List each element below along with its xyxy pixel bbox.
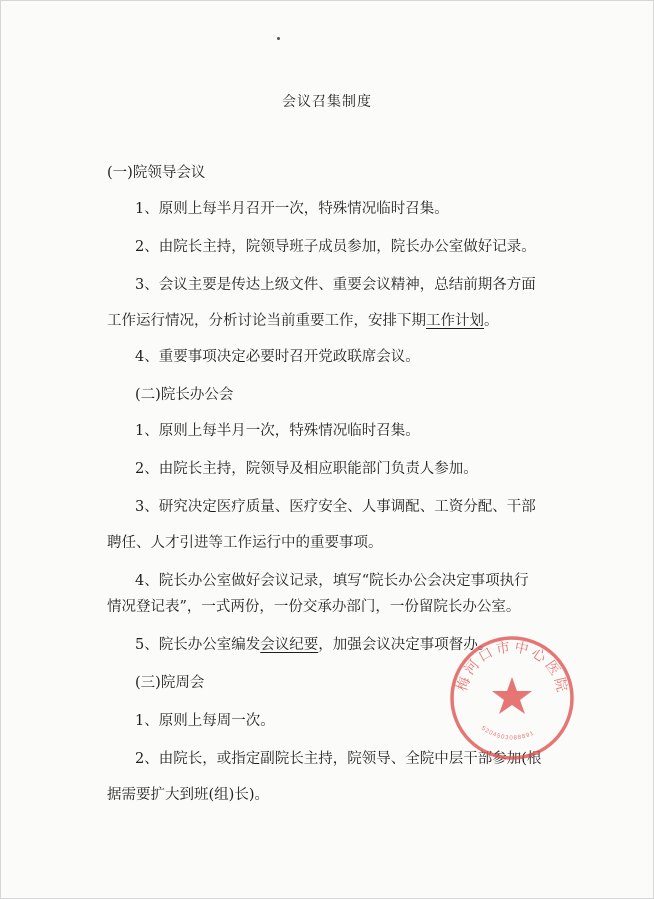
section3-item2-line2: 据需要扩大到班(组)长)。 [107, 787, 269, 803]
section2-item3-line2: 聘任、人才引进等工作运行中的重要事项。 [107, 535, 383, 551]
section3-item1: 1、原则上每周一次。 [135, 713, 275, 729]
document-title: 会议召集制度 [282, 94, 372, 110]
section-heading-1: (一)院领导会议 [107, 165, 206, 181]
section2-item5-tail: ，加强会议决定事项督办。 [318, 637, 493, 653]
scan-speck [277, 37, 280, 40]
work-plan-underlined: 工作计划 [426, 313, 484, 329]
section1-item4: 4、重要事项决定必要时召开党政联席会议。 [135, 349, 420, 365]
official-seal [447, 633, 577, 763]
section-heading-2: (二)院长办公会 [135, 387, 234, 403]
section2-item2: 2、由院长主持，院领导及相应职能部门负责人参加。 [135, 461, 478, 477]
seal-text: 梅河口市中心医院 [455, 640, 570, 697]
section1-item3-line1: 3、会议主要是传达上级文件、重要会议精神，总结前期各方面 [135, 277, 536, 293]
section1-item3-line2 [107, 311, 499, 331]
section1-item1: 1、原则上每半月召开一次，特殊情况临时召集。 [135, 201, 449, 217]
section2-item5 [135, 635, 492, 655]
section3-item2-line1: 2、由院长，或指定副院长主持，院领导、全院中层干部参加(根 [135, 751, 542, 767]
section-heading-3: (三)院周会 [135, 675, 205, 691]
seal-number: 5204503088891 [479, 725, 536, 742]
section2-item1: 1、原则上每半月一次，特殊情况临时召集。 [135, 423, 420, 439]
section2-item3-line1: 3、研究决定医疗质量、医疗安全、人事调配、工资分配、干部 [135, 499, 536, 515]
section2-item5-lead: 5、院长办公室编发 [135, 637, 261, 653]
meeting-minutes-underlined: 会议纪要 [260, 637, 319, 653]
section2-item4-line1: 4、院长办公室做好会议记录，填写“院长办公会决定事项执行 [135, 573, 529, 589]
section1-item3-tail: 。 [484, 313, 499, 329]
section1-item2: 2、由院长主持，院领导班子成员参加，院长办公室做好记录。 [135, 239, 536, 255]
section2-item4-line2: 情况登记表”，一式两份，一份交承办部门，一份留院长办公室。 [107, 599, 521, 615]
seal-star-icon [492, 677, 532, 714]
section1-item3-line2-text: 工作运行情况，分析讨论当前重要工作，安排下期 [107, 313, 426, 329]
